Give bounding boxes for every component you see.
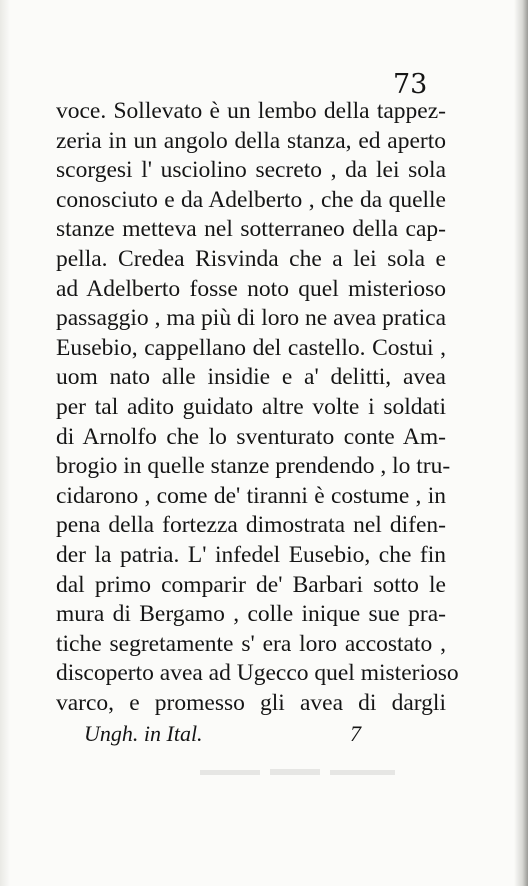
text-line: conosciuto e da Adelberto , che da quelle [56,186,446,213]
signature-mark: 7 [350,721,361,746]
text-line: pena della fortezza dimostrata nel difen- [56,512,446,539]
text-line: mura di Bergamo , colle inique sue pra- [56,601,446,628]
text-line: dal primo comparir de' Barbari sotto le [56,571,446,598]
text-line: Eusebio, cappellano del castello. Costui , [56,334,446,361]
text-line: passaggio , ma più di loro ne avea pratica [56,305,446,332]
text-line: pella. Credea Risvinda che a lei sola e [56,245,446,272]
text-line: voce. Sollevato è un lembo della tappez- [56,98,446,124]
text-line: varco, e promesso gli avea di dargli [56,689,446,716]
text-line: discoperto avea ad Ugecco quel misterioso [56,660,459,687]
text-line: scorgesi l' usciolino secreto , da lei sola [56,157,446,184]
text-line: zeria in un angolo della stanza, ed aperto [56,127,446,154]
text-line: cidarono , come de' tiranni è costume , in [56,482,446,509]
text-line: ad Adelberto fosse noto quel misterioso [56,275,446,302]
page-edge-left [0,0,10,886]
text-line: der la patria. L' infedel Eusebio, che fin [56,541,446,568]
page-edge-right [514,0,528,886]
page-footer [84,721,374,751]
signature-title: Ungh. in Ital. [84,721,203,746]
text-line: di Arnolfo che lo sventurato conte Am- [56,423,446,450]
text-line: per tal adito guidato altre volte i soldati [56,393,446,420]
text-line: tiche segretamente s' era loro accostato , [56,630,446,657]
text-line: uom nato alle insidie e a' delitti, avea [56,364,446,391]
text-line: brogio in quelle stanze prendendo , lo tru- [56,453,451,480]
page-number: 73 [393,69,428,100]
body-text [56,97,459,718]
text-line: stanze metteva nel sotterraneo della cap- [56,216,446,243]
show-through-ink [200,766,400,780]
